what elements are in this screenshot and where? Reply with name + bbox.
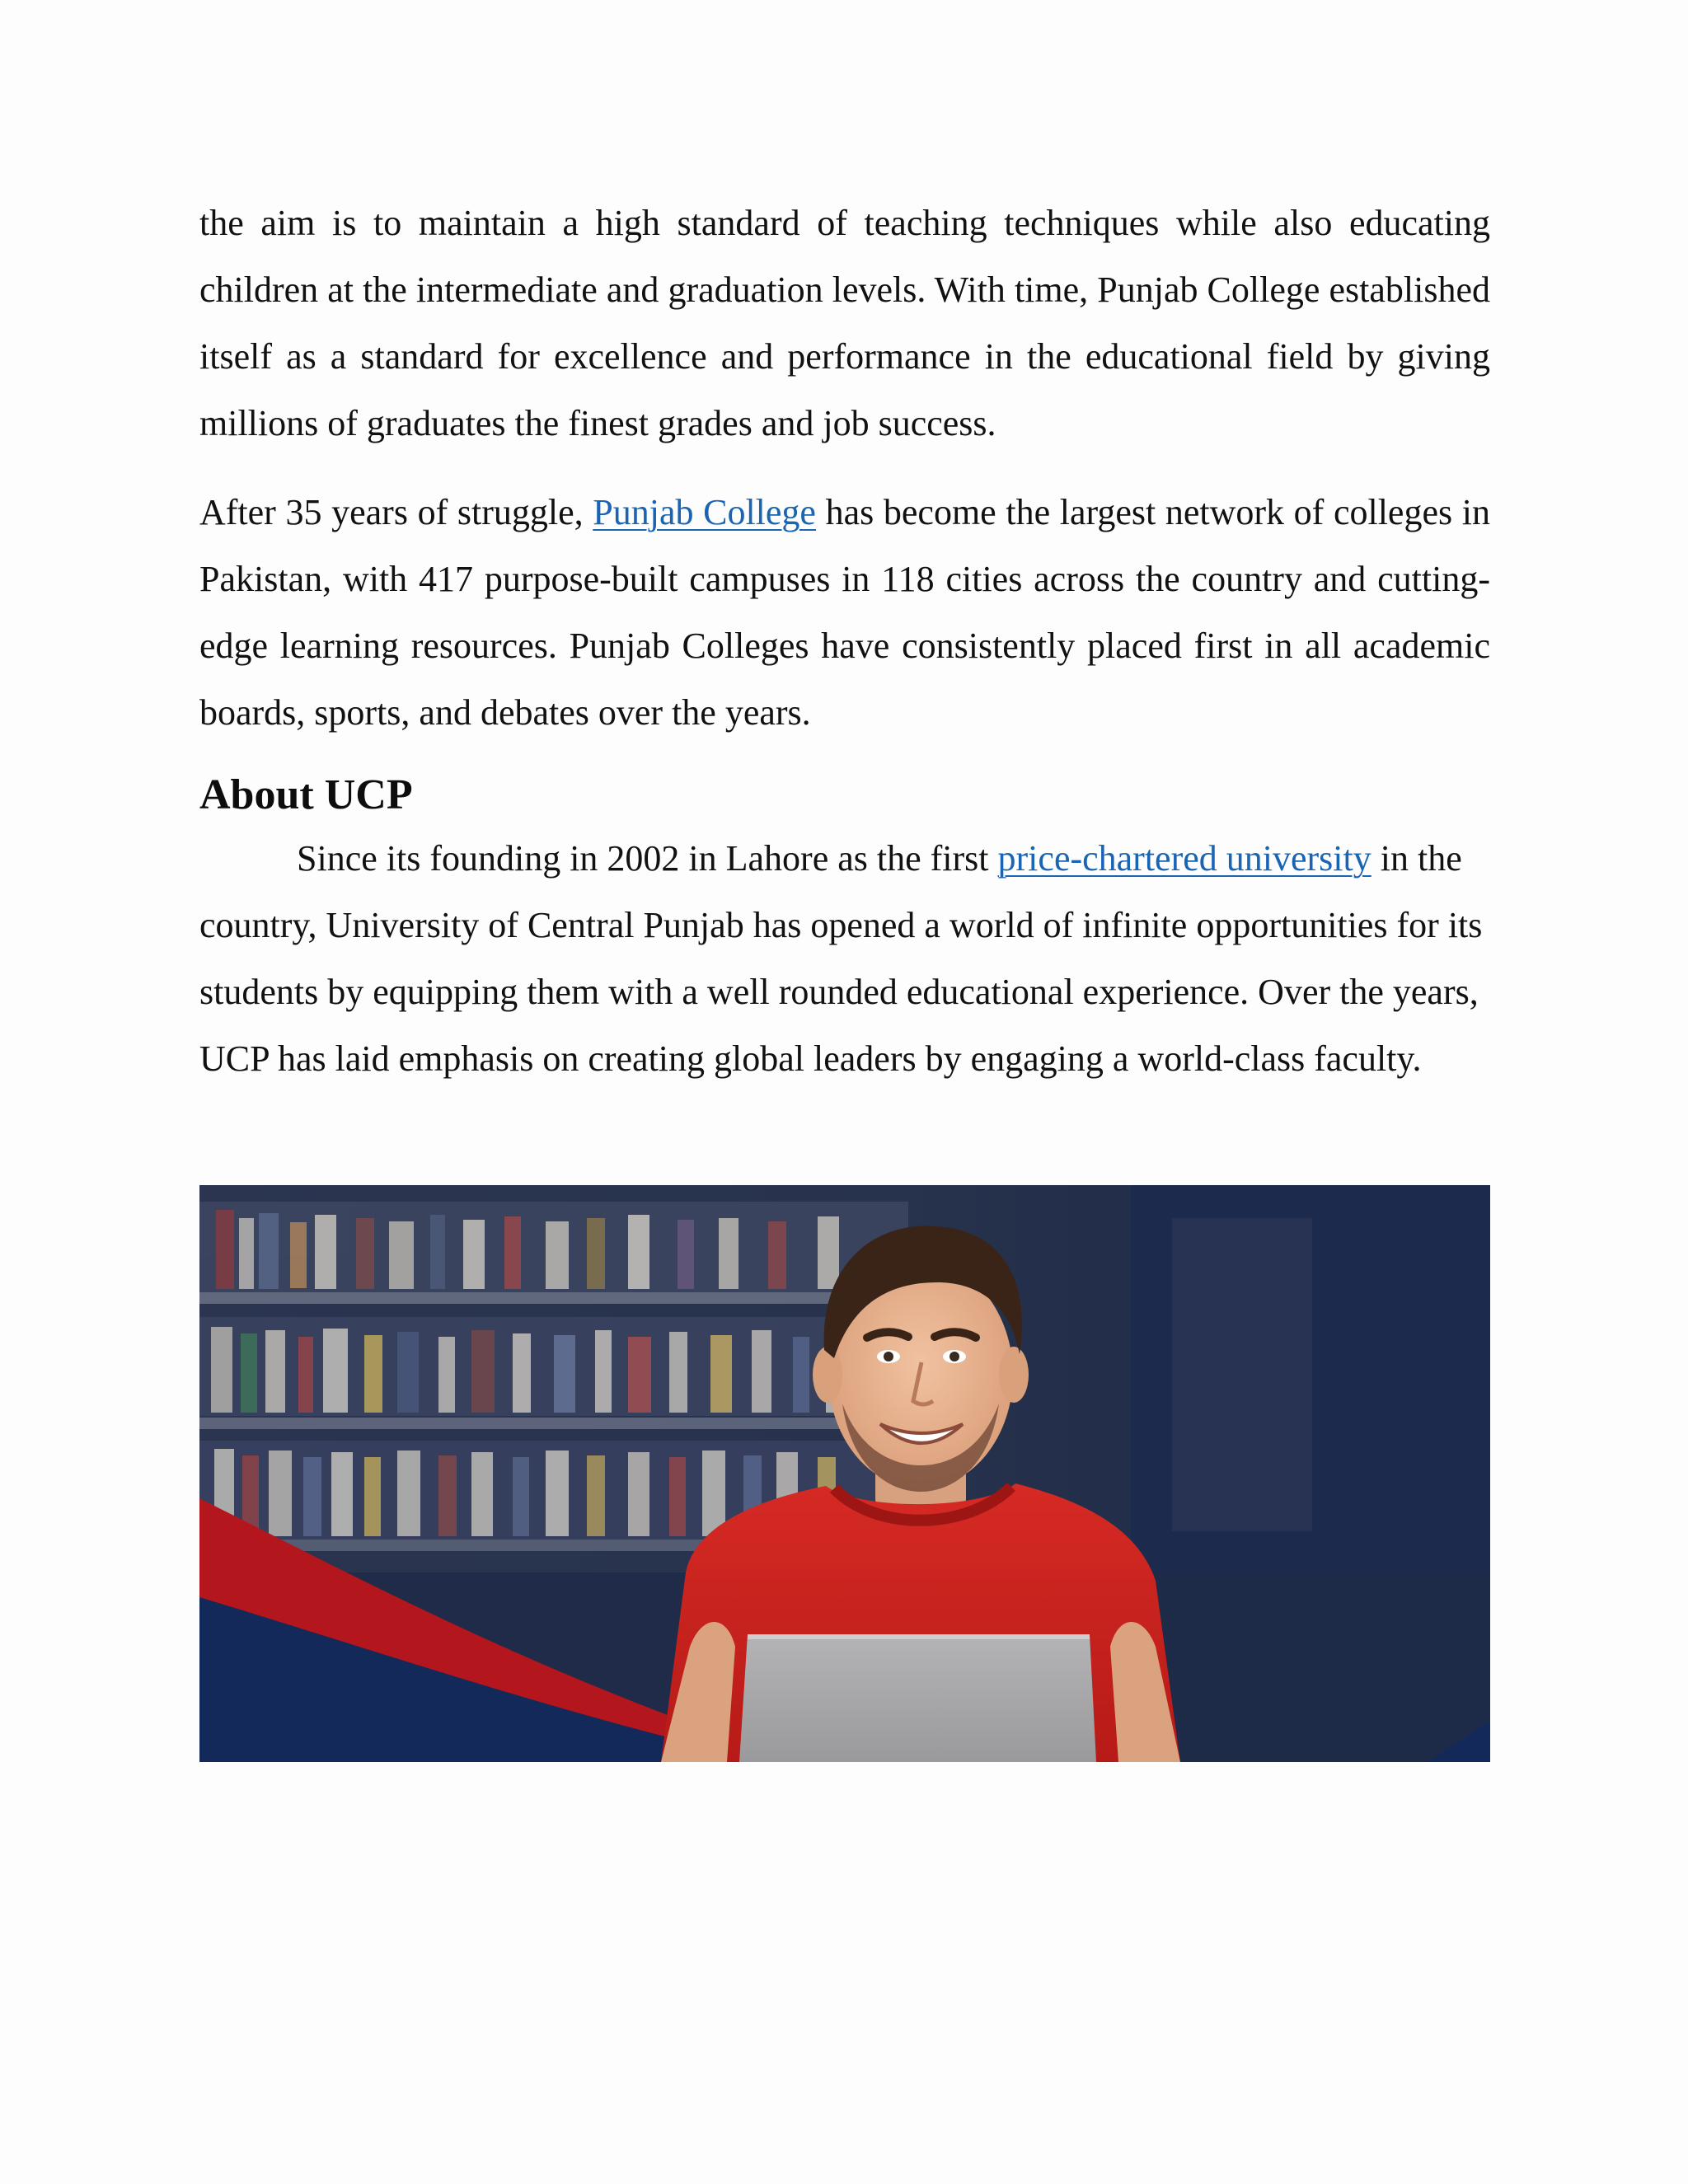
photo-illustration [199, 1185, 1490, 1762]
price-chartered-university-link[interactable]: price-chartered university [997, 838, 1372, 879]
paragraph-text: After 35 years of struggle, [199, 492, 593, 532]
section-heading-about-ucp: About UCP [199, 771, 413, 818]
punjab-college-link[interactable]: Punjab College [593, 492, 816, 532]
student-laptop-photo [199, 1185, 1490, 1762]
paragraph-text: in the country, University of Central Punjab has opened a world of infinite opportunities for its students by equipping them with a well rounded educational experience. Over the years, UCP has laid emphasis on creating global leaders by engaging a world-class faculty. [199, 838, 1483, 1079]
body-paragraph-intro: the aim is to maintain a high standard of teaching techniques while also educating children at the intermediate and graduation levels. With time, Punjab College established itself as a standard for excellence and performance in the educational field by giving millions of graduates the finest grades and job success. [199, 203, 1490, 443]
body-paragraph-ucp [199, 825, 1490, 1092]
paragraph-text: has become the largest network of colleges in Pakistan, with 417 purpose-built campuses in 118 cities across the country and cutting-edge learning resources. Punjab Colleges have consistently placed first in all academic boards, sports, and debates over the years. [199, 492, 1490, 733]
document-page [199, 190, 1490, 1092]
paragraph-text: Since its founding in 2002 in Lahore as the first [297, 838, 998, 879]
body-paragraph-network [199, 479, 1490, 746]
